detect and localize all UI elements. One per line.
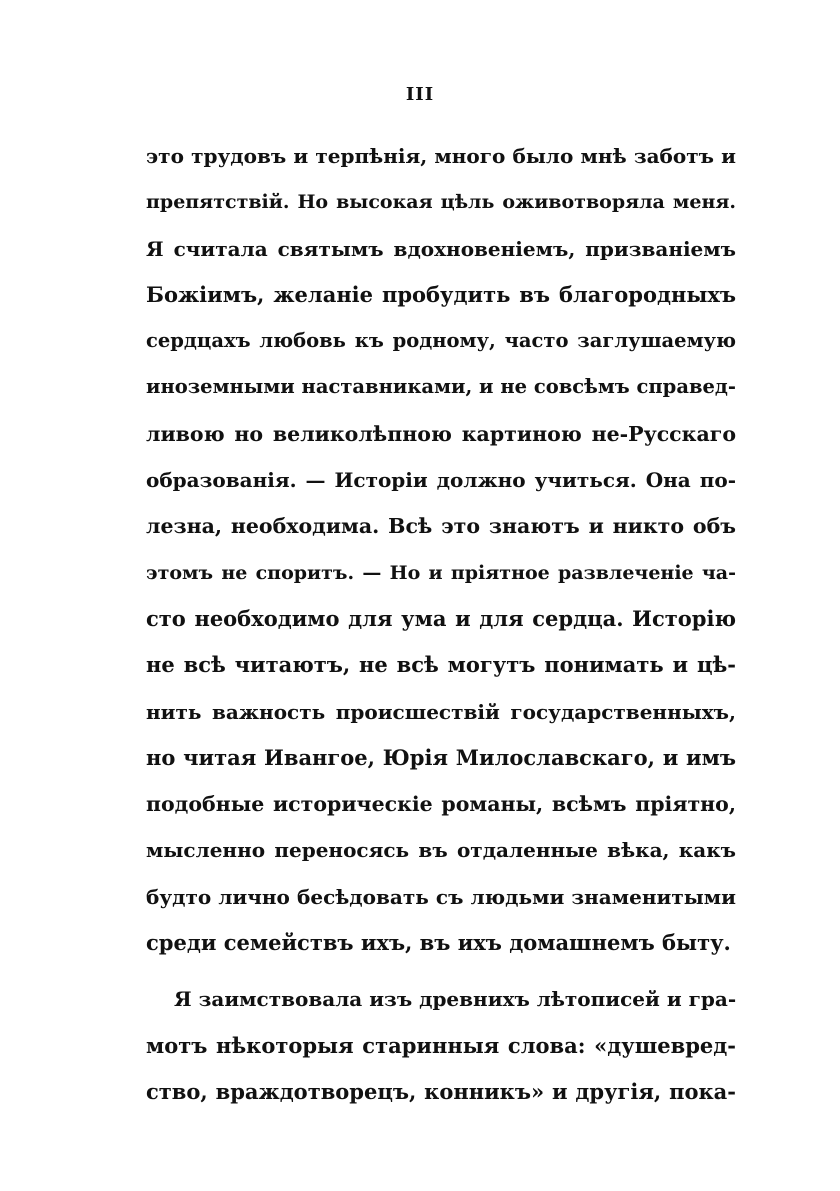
text-line: подобные историческіе романы, всѣмъ пріятно, bbox=[146, 792, 736, 817]
text-line: образованія. — Исторіи должно учиться. Она по- bbox=[146, 468, 736, 493]
text-line: сто необходимо для ума и для сердца. Исторію bbox=[146, 605, 736, 631]
text-line: будто лично бесѣдовать съ людьми знаменитыми bbox=[146, 884, 736, 909]
text-line: ливою но великолѣпною картиною не-Русскаго bbox=[146, 421, 736, 446]
text-line: иноземными наставниками, и не совсѣмъ справед- bbox=[146, 375, 736, 399]
text-line: нить важность происшествій государственныхъ, bbox=[146, 699, 736, 724]
text-line: это трудовъ и терпѣнія, много было мнѣ заботъ и bbox=[146, 144, 736, 168]
text-line: Божіимъ, желаніе пробудить въ благородныхъ bbox=[146, 281, 736, 307]
text-line: не всѣ читаютъ, не всѣ могутъ понимать и цѣ- bbox=[146, 652, 736, 678]
text-line: ство, враждотворецъ, конникъ» и другія, пока- bbox=[146, 1078, 736, 1104]
text-line: Я считала святымъ вдохновеніемъ, призваніемъ bbox=[146, 236, 736, 261]
text-line: этомъ не споритъ. — Но и пріятное развлеченіе ча- bbox=[146, 561, 736, 584]
text-line: лезна, необходима. Всѣ это знаютъ и никто объ bbox=[146, 514, 736, 539]
paragraph-2 bbox=[146, 976, 736, 1115]
body-text bbox=[146, 133, 736, 1115]
paragraph-1 bbox=[146, 133, 736, 966]
text-line: Я заимствовала изъ древнихъ лѣтописей и гра- bbox=[174, 987, 736, 1012]
text-line: сердцахъ любовь къ родному, часто заглушаемую bbox=[146, 329, 736, 353]
text-line: препятствій. Но высокая цѣль оживотворяла меня. bbox=[146, 191, 736, 214]
text-line: мысленно переносясь въ отдаленные вѣка, какъ bbox=[146, 838, 736, 863]
page-number: III bbox=[405, 84, 435, 105]
paragraph-gap bbox=[146, 966, 736, 976]
text-line: но читая Ивангое, Юрія Милославскаго, и имъ bbox=[146, 744, 736, 770]
text-line: среди семействъ ихъ, въ ихъ домашнемъ быту. bbox=[146, 930, 731, 956]
text-line: мотъ нѣкоторыя старинныя слова: «душевред- bbox=[146, 1032, 736, 1058]
